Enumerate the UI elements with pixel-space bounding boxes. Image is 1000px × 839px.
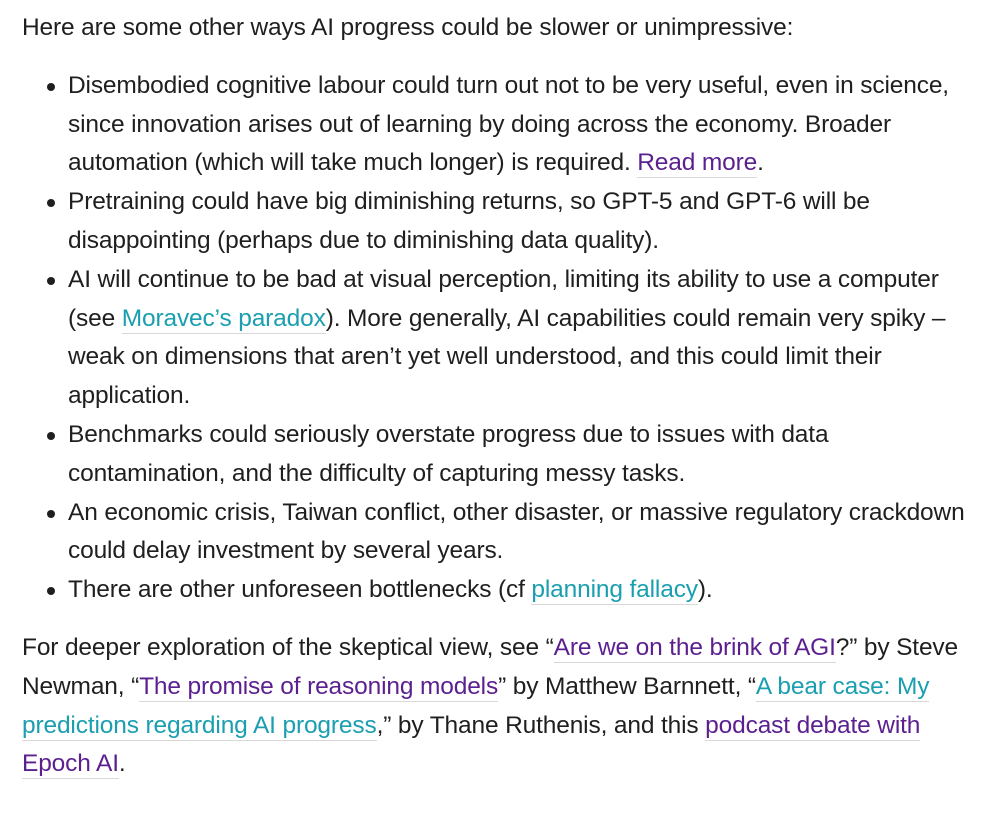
bullet-text: Benchmarks could seriously overstate progress due to issues with data contamination, and the difficulty of capturing messy tasks. bbox=[68, 420, 829, 487]
bullet-list bbox=[22, 67, 982, 610]
bullet-icon bbox=[47, 587, 55, 595]
bullet-text: ). bbox=[697, 576, 713, 604]
closing-text: ?” by Steve Newman, “ bbox=[22, 633, 959, 700]
bullet-text: AI will continue to be bad at visual perception, limiting its ability to use a computer (see bbox=[68, 265, 939, 332]
moravecs-paradox-link[interactable]: Moravec’s paradox bbox=[121, 304, 326, 332]
list-item bbox=[22, 67, 982, 183]
list-item bbox=[22, 261, 982, 416]
planning-fallacy-link[interactable]: planning fallacy bbox=[531, 576, 698, 604]
bullet-text: Pretraining could have big diminishing returns, so GPT-5 and GPT-6 will be disappointing (perhaps due to diminishing data quality). bbox=[68, 188, 870, 254]
intro-paragraph: Here are some other ways AI progress could be slower or unimpressive: bbox=[22, 14, 794, 41]
bullet-icon bbox=[47, 83, 55, 91]
list-item bbox=[22, 183, 982, 261]
bullet-text: ). More generally, AI capabilities could remain very spiky – weak on dimensions that aren’t yet well understood, and this could limit their application. bbox=[68, 304, 946, 410]
closing-text: . bbox=[118, 750, 126, 778]
closing-paragraph bbox=[22, 629, 982, 784]
list-item bbox=[22, 416, 982, 494]
closing-text: For deeper exploration of the skeptical view, see “ bbox=[22, 633, 554, 661]
podcast-debate-link[interactable]: podcast debate with Epoch AI bbox=[22, 711, 921, 778]
promise-of-reasoning-models-link[interactable]: The promise of reasoning models bbox=[139, 672, 499, 700]
bullet-text: There are other unforeseen bottlenecks (cf bbox=[68, 576, 532, 604]
bear-case-link[interactable]: A bear case: My predictions regarding AI progress bbox=[22, 672, 930, 739]
bullet-icon bbox=[47, 199, 55, 207]
bullet-text: An economic crisis, Taiwan conflict, other disaster, or massive regulatory crackdown could delay investment by several years. bbox=[68, 498, 965, 565]
bullet-icon bbox=[47, 432, 55, 440]
article-body bbox=[22, 9, 982, 784]
brink-of-agi-link[interactable]: Are we on the brink of AGI bbox=[553, 633, 836, 661]
bullet-text: . bbox=[757, 149, 764, 177]
list-item bbox=[22, 494, 982, 572]
closing-text: ,” by Thane Ruthenis, and this bbox=[376, 711, 706, 739]
closing-text: ” by Matthew Barnnett, “ bbox=[498, 672, 756, 700]
bullet-icon bbox=[47, 510, 55, 518]
read-more-link[interactable]: Read more bbox=[637, 149, 758, 177]
bullet-icon bbox=[47, 277, 55, 285]
bullet-text: Disembodied cognitive labour could turn out not to be very useful, even in science, since innovation arises out of learning by doing across the economy. Broader automation (which will take much longer) is required. bbox=[68, 71, 949, 177]
list-item bbox=[22, 571, 982, 610]
